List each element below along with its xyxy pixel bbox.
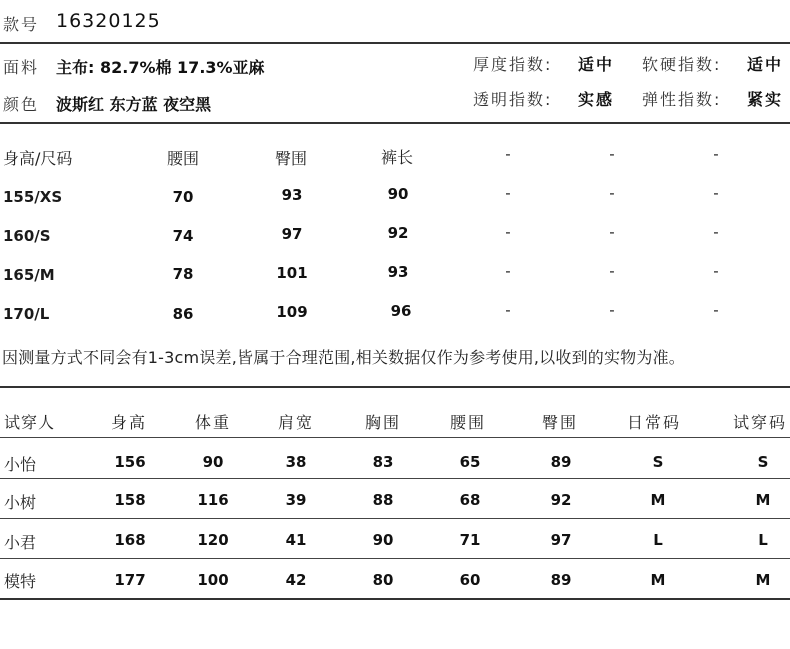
size-cell-hip: 109 [276, 303, 308, 321]
tryon-cell-daily-size: M [650, 571, 666, 589]
tryon-cell-bust: 80 [372, 571, 394, 589]
size-cell-length: 90 [387, 185, 409, 203]
tryon-cell-tryon-size: L [758, 531, 768, 549]
size-cell-empty: - [609, 184, 615, 202]
tryon-cell-shoulder: 41 [285, 531, 307, 549]
size-cell-empty: - [609, 262, 615, 280]
divider-bottom [0, 598, 790, 600]
tryon-cell-shoulder: 42 [285, 571, 307, 589]
divider-fabric [0, 122, 790, 124]
tryon-cell-bust: 90 [372, 531, 394, 549]
size-header-size: 身高/尺码 [3, 149, 73, 168]
softness-value: 适中 [747, 55, 784, 74]
size-cell-waist: 70 [172, 188, 194, 206]
size-cell-empty: - [713, 223, 719, 241]
tryon-cell-hip: 92 [550, 491, 572, 509]
thickness-value: 适中 [578, 55, 615, 74]
tryon-cell-bust: 88 [372, 491, 394, 509]
size-cell-empty: - [713, 262, 719, 280]
tryon-cell-bust: 83 [372, 453, 394, 471]
size-cell-empty: - [609, 301, 615, 319]
size-header-waist: 腰围 [167, 149, 200, 168]
tryon-cell-height: 168 [114, 531, 146, 549]
transparency-value: 实感 [578, 90, 615, 109]
divider-top [0, 42, 790, 44]
size-header-empty-1: - [505, 145, 511, 163]
fabric-value: 主布: 82.7%棉 17.3%亚麻 [56, 58, 265, 77]
divider-row [0, 478, 790, 479]
tryon-cell-tryon-size: M [755, 571, 771, 589]
size-cell-empty: - [505, 223, 511, 241]
size-cell-empty: - [505, 262, 511, 280]
tryon-header-bust: 胸围 [365, 413, 402, 432]
tryon-cell-waist: 71 [459, 531, 481, 549]
tryon-cell-daily-size: M [650, 491, 666, 509]
tryon-cell-waist: 60 [459, 571, 481, 589]
tryon-cell-daily-size: L [653, 531, 663, 549]
tryon-cell-daily-size: S [652, 453, 664, 471]
size-cell-hip: 97 [281, 225, 303, 243]
fabric-label: 面料 [3, 58, 40, 77]
size-cell-waist: 74 [172, 227, 194, 245]
color-value: 波斯红 东方蓝 夜空黑 [56, 95, 212, 114]
tryon-header-waist: 腰围 [450, 413, 487, 432]
tryon-cell-shoulder: 39 [285, 491, 307, 509]
thickness-label: 厚度指数: [473, 55, 553, 74]
tryon-cell-tryon-size: S [757, 453, 769, 471]
measurement-note: 因测量方式不同会有1-3cm误差,皆属于合理范围,相关数据仅作为参考使用,以收到的实物为准。 [2, 348, 685, 367]
divider-tryon-top [0, 386, 790, 388]
tryon-cell-hip: 89 [550, 453, 572, 471]
size-cell-length: 96 [390, 302, 412, 320]
tryon-header-daily-size: 日常码 [627, 413, 682, 432]
tryon-header-tryon-size: 试穿码 [733, 413, 788, 432]
tryon-cell-weight: 90 [202, 453, 224, 471]
size-cell-size: 170/L [3, 305, 50, 323]
size-cell-empty: - [609, 223, 615, 241]
tryon-cell-waist: 65 [459, 453, 481, 471]
size-cell-size: 160/S [3, 227, 51, 245]
tryon-cell-person: 小树 [4, 493, 37, 512]
tryon-cell-weight: 100 [197, 571, 229, 589]
tryon-cell-height: 177 [114, 571, 146, 589]
tryon-header-hip: 臀围 [542, 413, 579, 432]
size-cell-size: 165/M [3, 266, 55, 284]
tryon-cell-person: 小君 [4, 533, 37, 552]
size-cell-size: 155/XS [3, 188, 63, 206]
tryon-cell-hip: 97 [550, 531, 572, 549]
elasticity-value: 紧实 [747, 90, 784, 109]
style-no-value: 16320125 [56, 10, 161, 32]
tryon-cell-weight: 116 [197, 491, 229, 509]
tryon-cell-shoulder: 38 [285, 453, 307, 471]
tryon-cell-weight: 120 [197, 531, 229, 549]
size-header-length: 裤长 [381, 148, 414, 167]
tryon-cell-person: 模特 [4, 572, 37, 591]
size-cell-empty: - [505, 301, 511, 319]
size-cell-waist: 78 [172, 265, 194, 283]
size-header-empty-2: - [609, 145, 615, 163]
size-cell-empty: - [505, 184, 511, 202]
divider-row [0, 558, 790, 559]
elasticity-label: 弹性指数: [642, 90, 722, 109]
tryon-header-person: 试穿人 [4, 413, 56, 432]
size-header-hip: 臀围 [275, 149, 308, 168]
tryon-cell-tryon-size: M [755, 491, 771, 509]
tryon-cell-hip: 89 [550, 571, 572, 589]
size-header-empty-3: - [713, 145, 719, 163]
divider-row [0, 518, 790, 519]
size-cell-empty: - [713, 184, 719, 202]
size-cell-empty: - [713, 301, 719, 319]
size-cell-hip: 93 [281, 186, 303, 204]
color-label: 颜色 [3, 95, 40, 114]
divider-tryon-header [0, 437, 790, 438]
size-cell-waist: 86 [172, 305, 194, 323]
tryon-cell-person: 小怡 [4, 455, 37, 474]
size-cell-length: 92 [387, 224, 409, 242]
style-no-label: 款号 [3, 15, 40, 34]
size-cell-hip: 101 [276, 264, 308, 282]
tryon-header-shoulder: 肩宽 [278, 413, 315, 432]
tryon-header-height: 身高 [111, 413, 148, 432]
transparency-label: 透明指数: [473, 90, 553, 109]
tryon-cell-waist: 68 [459, 491, 481, 509]
tryon-header-weight: 体重 [195, 413, 232, 432]
softness-label: 软硬指数: [642, 55, 722, 74]
tryon-cell-height: 158 [114, 491, 146, 509]
tryon-cell-height: 156 [114, 453, 146, 471]
size-cell-length: 93 [387, 263, 409, 281]
